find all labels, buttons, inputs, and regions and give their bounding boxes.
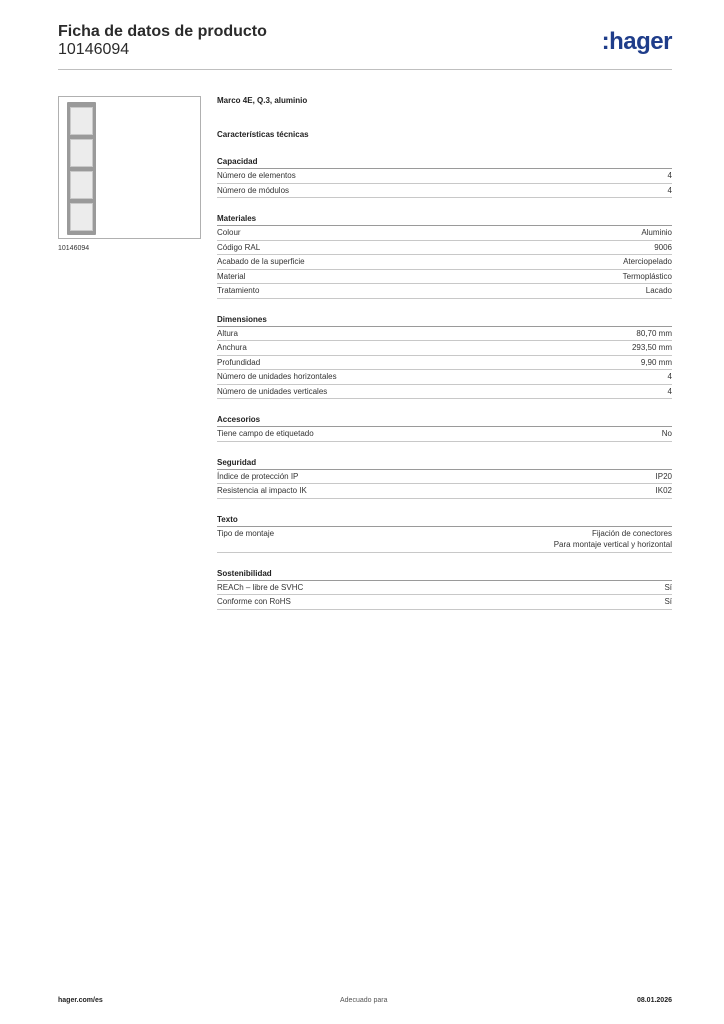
spec-value: No (661, 429, 672, 438)
section-title: Texto (217, 514, 672, 527)
spec-value: Termoplástico (622, 271, 672, 281)
spec-row (217, 370, 672, 385)
spec-row (217, 226, 672, 241)
spec-value: IK02 (655, 486, 672, 495)
section-capacidad (217, 156, 672, 198)
spec-value: Aterciopelado (623, 257, 672, 266)
spec-row (217, 356, 672, 371)
document-number: 10146094 (58, 41, 130, 58)
frame-cell (70, 171, 93, 199)
product-image (58, 96, 201, 239)
spec-value: IP20 (655, 471, 672, 481)
spec-label: Colour (217, 228, 241, 237)
spec-row (217, 169, 672, 184)
spec-label: Anchura (217, 343, 247, 352)
spec-label: Acabado de la superficie (217, 257, 305, 266)
footer-website-link[interactable]: hager.com/es (58, 997, 103, 1004)
spec-row (217, 581, 672, 596)
section-materiales (217, 213, 672, 299)
spec-row (217, 341, 672, 356)
page-footer (58, 997, 672, 1009)
spec-label: Número de elementos (217, 171, 296, 180)
spec-value: Lacado (645, 286, 672, 295)
spec-value: Sí (664, 582, 672, 592)
footer-date: 08.01.2026 (636, 997, 672, 1004)
spec-label: Material (217, 271, 246, 281)
page-header (58, 22, 672, 70)
spec-label: Tipo de montaje (217, 528, 275, 538)
spec-row (217, 527, 672, 553)
spec-row (217, 327, 672, 342)
footer-center-text: Adecuado para (340, 997, 388, 1004)
spec-value: 4 (667, 386, 672, 396)
spec-value: 4 (667, 372, 672, 381)
spec-content (217, 96, 672, 610)
spec-label: Resistencia al impacto IK (217, 486, 307, 495)
spec-row (217, 427, 672, 442)
spec-row (217, 184, 672, 199)
frame-cell (70, 107, 93, 135)
spec-label: Altura (217, 328, 238, 338)
spec-label: Profundidad (217, 357, 261, 367)
spec-row (217, 484, 672, 499)
spec-label: Conforme con RoHS (217, 597, 291, 606)
spec-row (217, 385, 672, 400)
frame-graphic (67, 102, 96, 235)
spec-value: 9,90 mm (640, 357, 672, 367)
frame-cell (70, 203, 93, 231)
spec-label: Índice de protección IP (217, 471, 299, 481)
spec-label: Tiene campo de etiquetado (217, 429, 314, 438)
spec-row (217, 270, 672, 285)
header-divider (58, 69, 672, 70)
spec-value: 80,70 mm (636, 328, 672, 338)
section-seguridad (217, 457, 672, 499)
section-title: Dimensiones (217, 314, 672, 327)
section-title: Sostenibilidad (217, 568, 672, 581)
spec-value: Aluminio (641, 228, 672, 237)
spec-value: 293,50 mm (631, 343, 672, 352)
spec-label: Número de módulos (217, 185, 290, 195)
spec-row (217, 284, 672, 299)
document-title: Ficha de datos de producto (58, 23, 267, 40)
section-sostenibilidad (217, 568, 672, 610)
spec-value-secondary: Para montaje vertical y horizontal (553, 539, 672, 549)
spec-row (217, 470, 672, 485)
section-title: Seguridad (217, 457, 672, 470)
spec-row (217, 595, 672, 610)
spec-label: Número de unidades horizontales (217, 372, 337, 381)
spec-value: Fijación de conectores (591, 528, 672, 538)
section-dimensiones (217, 314, 672, 400)
section-accesorios (217, 414, 672, 442)
frame-cell (70, 139, 93, 167)
spec-label: REACh – libre de SVHC (217, 582, 304, 592)
spec-value-group (554, 527, 672, 550)
section-title: Capacidad (217, 156, 672, 169)
spec-label: Código RAL (217, 242, 261, 252)
section-title: Accesorios (217, 414, 672, 427)
spec-row (217, 255, 672, 270)
spec-value: 4 (667, 185, 672, 195)
section-title: Materiales (217, 213, 672, 226)
spec-value: Sí (664, 597, 672, 606)
technical-heading: Características técnicas (217, 130, 309, 139)
spec-label: Número de unidades verticales (217, 386, 328, 396)
hager-logo: :hager (601, 28, 672, 55)
spec-row (217, 241, 672, 256)
spec-label: Tratamiento (217, 286, 260, 295)
spec-value: 9006 (654, 242, 672, 252)
spec-value: 4 (667, 171, 672, 180)
product-name: Marco 4E, Q.3, aluminio (217, 96, 308, 105)
image-caption: 10146094 (58, 245, 90, 252)
section-texto (217, 514, 672, 553)
